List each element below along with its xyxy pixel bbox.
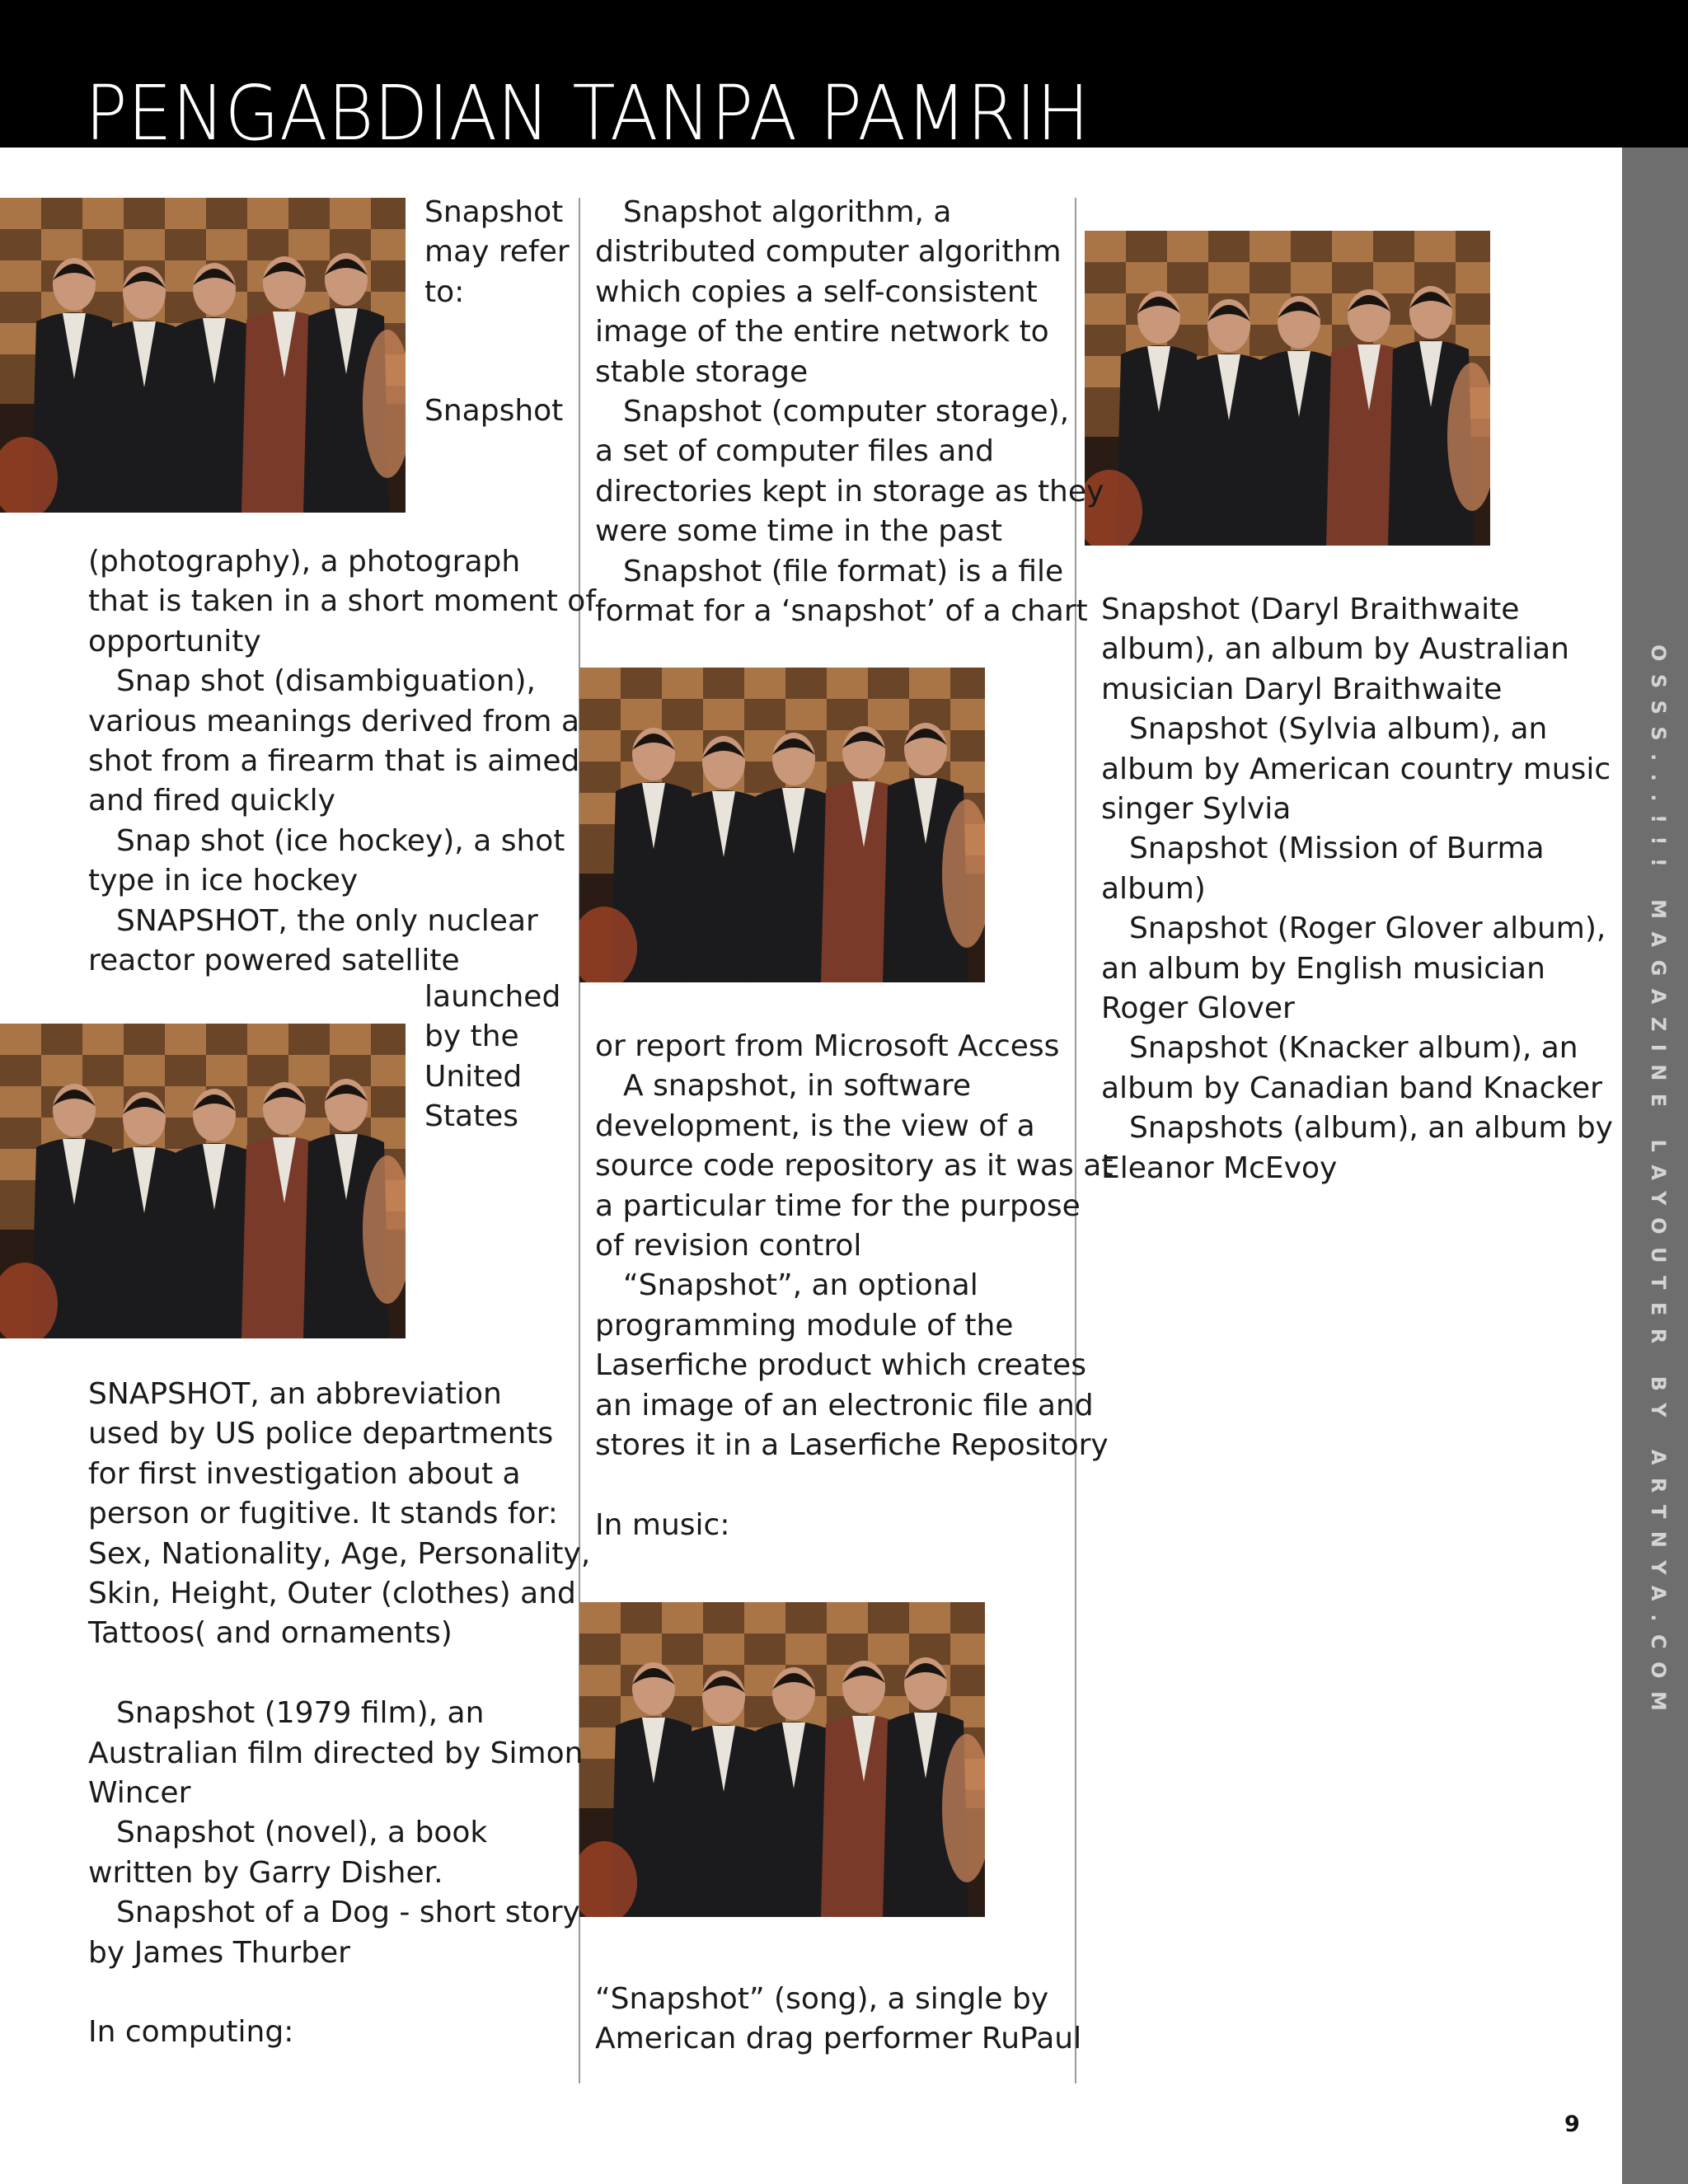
- col2-text-block-3: “Snapshot” (song), a single by American drag performer RuPaul: [595, 1982, 1082, 2056]
- section-heading-computing: In computing:: [88, 2015, 294, 2050]
- col1-beside-photo2: launched by the United States: [424, 980, 561, 1134]
- page-title: PENGABDIAN TANPA PAMRIH: [85, 69, 1090, 157]
- group-photo-3: [579, 668, 985, 982]
- group-photo-image: [0, 1024, 406, 1338]
- group-photo-4: [579, 1602, 985, 1917]
- group-photo-image: [579, 668, 985, 982]
- page-number: 9: [1564, 2111, 1580, 2137]
- group-photo-image: [1085, 231, 1490, 546]
- col1-beside-photo1: Snapshot may refer to:: [424, 195, 570, 309]
- section-heading-music: In music:: [595, 1507, 730, 1542]
- col2-text-block-1: Snapshot algorithm, a distributed computer algorithm which copies a self-consistent image of the entire network to stable storage Snapshot (computer storage), a set of computer files and directories kept in storage as they were some time in the past Snapshot (file format) is a file format for a ‘snapshot’ of a chart: [595, 195, 1104, 629]
- group-photo-image: [579, 1602, 985, 1917]
- group-photo-5: [1085, 231, 1490, 546]
- side-strip-text: OSSS...!!! MAGAZINE LAYOUTER BY ARTNYA.COM: [1647, 644, 1670, 1724]
- col2-text-block-2: or report from Microsoft Access A snapshot, in software development, is the view of a source code repository as it was at a particular time for the purpose of revision control “Snapshot”, an optional programming module of the Laserfiche product which creates an image of an electronic file and stores it in a Laserfiche Repository In music:: [595, 1027, 1113, 1545]
- group-photo-image: [0, 198, 406, 513]
- col1-beside-photo1-b: Snapshot: [424, 394, 564, 428]
- col1-text-block-1: (photography), a photograph that is taken in a short moment of opportunity Snap shot (disambiguation), various meanings derived from a shot from a firearm that is aimed and fired quickly Snap shot (ice hockey), a shot type in ice hockey SNAPSHOT, the only nuclear reactor powered satellite: [88, 545, 597, 978]
- page-header: [0, 0, 1688, 157]
- col1-text-block-2: SNAPSHOT, an abbreviation used by US police departments for first investigation about a person or fugitive. It stands for: Sex, Nationality, Age, Personality, Skin, Height, Outer (clothes) and Tattoos( and ornaments) Snapshot (1979 film), an Australian film directed by Simon Wincer Snapshot (novel), a book written by Garry Disher. Snapshot of a Dog - short story by James Thurber In computing:: [88, 1375, 590, 2053]
- col3-text-block: Snapshot (Daryl Braithwaite album), an album by Australian musician Daryl Braithwaite Snapshot (Sylvia album), an album by American country music singer Sylvia Snapshot (Mission of Burma album) Snapshot (Roger Glover album), an album by English musician Roger Glover Snapshot (Knacker album), an album by Canadian band Knacker Snapshots (album), an album by Eleanor McEvoy: [1101, 593, 1613, 1185]
- group-photo-2: [0, 1024, 406, 1338]
- group-photo-1: [0, 198, 406, 513]
